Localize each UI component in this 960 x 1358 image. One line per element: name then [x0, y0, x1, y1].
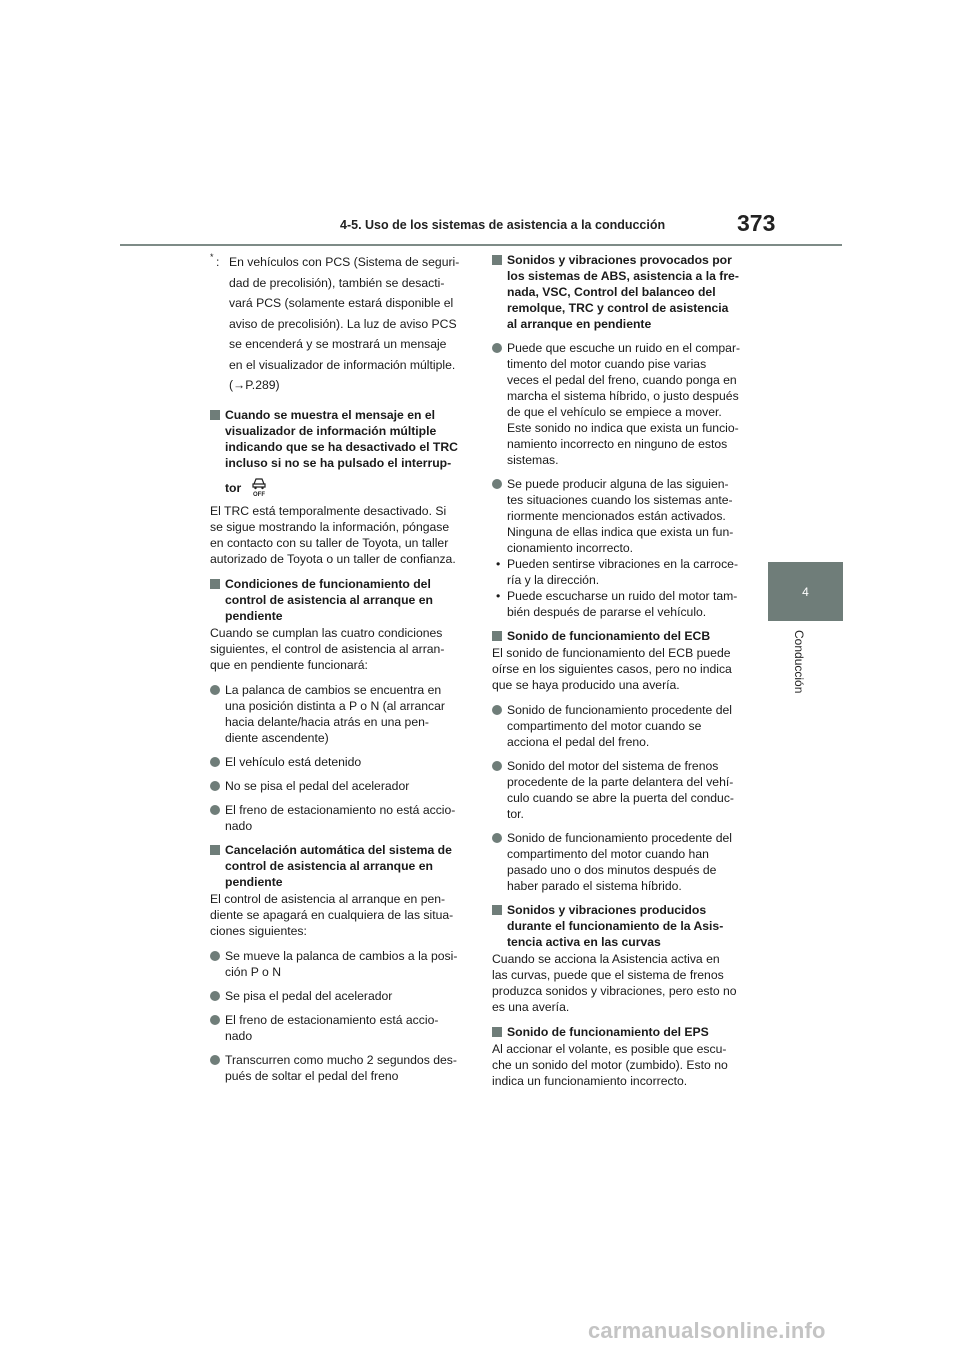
text-line: Condiciones de funcionamiento del: [225, 576, 431, 591]
text-line: autorizado de Toyota o un taller de confianza.: [210, 551, 456, 566]
text-line: Cuando se cumplan las cuatro condiciones: [210, 625, 443, 640]
text-line: Puede escucharse un ruido del motor tam-: [507, 589, 738, 603]
text-line: (→P.289): [229, 378, 280, 392]
list-item: [210, 778, 470, 794]
text-line: en contacto con su taller de Toyota, un taller: [210, 535, 449, 550]
round-bullet-icon: [210, 991, 220, 1001]
round-bullet-icon: [210, 781, 220, 791]
text-line: Cuando se acciona la Asistencia activa en: [492, 952, 720, 966]
paragraph: [492, 645, 752, 693]
text-line: compartimento del motor cuando han: [507, 847, 709, 861]
text-line: Ninguna de ellas indica que exista un fun-: [507, 525, 734, 539]
text-line: haber parado el sistema híbrido.: [507, 879, 682, 893]
square-bullet-icon: [492, 905, 502, 915]
text-line: de que el vehículo se empiece a mover.: [507, 405, 722, 419]
round-bullet-icon: [492, 479, 502, 489]
left-column: [210, 252, 470, 1092]
round-bullet-icon: [492, 761, 502, 771]
text-line: pasado uno o dos minutos después de: [507, 863, 717, 877]
text-line: namiento incorrecto en ninguno de estos: [507, 437, 728, 451]
section-heading: [210, 842, 470, 890]
footnote: [210, 252, 470, 396]
list-item: [210, 948, 470, 980]
heading-tail-text: tor: [225, 480, 242, 495]
text-line: Cuando se muestra el mensaje en el: [225, 407, 435, 422]
text-line: che un sonido del motor (zumbido). Esto no: [492, 1058, 728, 1072]
text-line: Sonido de funcionamiento procedente del: [507, 831, 732, 845]
spacer: [492, 620, 752, 628]
text-line: diente se apagará en cualquiera de las situa-: [210, 907, 454, 922]
right-column: [492, 252, 752, 1098]
text-line: indica un funcionamiento incorrecto.: [492, 1074, 688, 1088]
footnote-mark: *: [210, 252, 214, 262]
paragraph: [492, 951, 752, 1015]
text-line: compartimento del motor cuando se: [507, 719, 702, 733]
text-line: durante el funcionamiento de la Asis-: [507, 919, 724, 933]
text-line: El TRC está temporalmente desactivado. Si: [210, 503, 447, 518]
text-line: siguientes, el control de asistencia al arran-: [210, 641, 445, 656]
text-line: No se pisa el pedal del acelerador: [225, 778, 410, 793]
chapter-number: 4: [802, 584, 809, 599]
text-line: Pueden sentirse vibraciones en la carroce-: [507, 557, 739, 571]
text-line: timento del motor cuando pise varias: [507, 357, 707, 371]
footnote-text: [225, 252, 470, 396]
list-item: [492, 830, 752, 894]
square-bullet-icon: [210, 579, 220, 589]
chapter-tab[interactable]: [768, 562, 843, 621]
section-heading: [492, 628, 752, 644]
text-line: tencia activa en las curvas: [507, 935, 661, 949]
round-bullet-icon: [210, 805, 220, 815]
text-line: Puede que escuche un ruido en el compar-: [507, 341, 741, 355]
text-line: El control de asistencia al arranque en pen-: [210, 891, 446, 906]
text-line: se sigue mostrando la información, póngase: [210, 519, 450, 534]
text-line: que en pendiente funcionará:: [210, 657, 368, 672]
sub-list-item: [492, 588, 752, 620]
sub-list-item: [492, 556, 752, 588]
text-line: tor.: [507, 807, 524, 821]
text-line: ría y la dirección.: [507, 573, 600, 587]
text-line: oírse en los siguientes casos, pero no indica: [492, 662, 732, 676]
section-heading: [492, 902, 752, 950]
round-bullet-icon: [210, 1015, 220, 1025]
text-line: Sonido de funcionamiento procedente del: [507, 703, 732, 717]
text-line: Sonido de funcionamiento del EPS: [507, 1025, 709, 1039]
header-rule: [120, 244, 842, 246]
text-line: vará PCS (solamente estará disponible el: [229, 296, 454, 310]
text-line: Transcurren como mucho 2 segundos des-: [225, 1052, 457, 1067]
text-line: El freno de estacionamiento no está accio-: [225, 802, 456, 817]
round-bullet-icon: [492, 705, 502, 715]
text-line: es una avería.: [492, 1000, 570, 1014]
section-heading: [492, 252, 752, 332]
round-bullet-icon: [210, 951, 220, 961]
watermark: carmanualsonline.info: [588, 1318, 826, 1343]
text-line: control de asistencia al arranque en: [225, 858, 433, 873]
text-line: procedente de la parte delantera del vehí-: [507, 775, 734, 789]
text-line: los sistemas de ABS, asistencia a la fre-: [507, 269, 739, 283]
text-line: que se haya producido una avería.: [492, 678, 680, 692]
text-line: nado: [225, 1028, 253, 1043]
section-heading: [492, 1024, 752, 1040]
text-line: Se puede producir alguna de las siguien-: [507, 477, 729, 491]
list-item: [210, 802, 470, 834]
text-line: culo cuando se abre la puerta del conduc-: [507, 791, 734, 805]
footnote-colon: :: [216, 255, 220, 269]
list-item: [210, 988, 470, 1004]
text-line: ciones siguientes:: [210, 923, 307, 938]
text-line: visualizador de información múltiple: [225, 423, 437, 438]
text-line: Este sonido no indica que exista un funcio-: [507, 421, 739, 435]
text-line: nado: [225, 818, 253, 833]
text-line: al arranque en pendiente: [507, 317, 652, 331]
round-bullet-icon: [210, 1055, 220, 1065]
list-item: [492, 476, 752, 556]
list-item: [492, 702, 752, 750]
page-number: 373: [737, 210, 776, 236]
text-line: bién después de pararse el vehículo.: [507, 605, 707, 619]
square-bullet-icon: [492, 255, 502, 265]
text-line: Sonidos y vibraciones producidos: [507, 903, 707, 917]
text-line: pendiente: [225, 608, 283, 623]
section-heading: [210, 576, 470, 624]
text-line: El freno de estacionamiento está accio-: [225, 1012, 439, 1027]
round-bullet-icon: [210, 685, 220, 695]
text-line: las curvas, puede que el sistema de frenos: [492, 968, 724, 982]
text-line: veces el pedal del freno, cuando ponga en: [507, 373, 737, 387]
section-title: 4-5. Uso de los sistemas de asistencia a la conducción: [340, 218, 666, 232]
text-line: control de asistencia al arranque en: [225, 592, 433, 607]
text-line: En vehículos con PCS (Sistema de seguri-: [229, 255, 460, 269]
text-line: diente ascendente): [225, 730, 329, 745]
text-line: Cancelación automática del sistema de: [225, 842, 452, 857]
text-line: hacia delante/hacia atrás en una pen-: [225, 714, 429, 729]
text-line: sistemas.: [507, 453, 559, 467]
round-bullet-icon: [492, 833, 502, 843]
text-line: dad de precolisión), también se desacti-: [229, 275, 445, 290]
text-line: El vehículo está detenido: [225, 754, 362, 769]
dash-bullet: •: [496, 589, 501, 603]
text-line: indicando que se ha desactivado el TRC: [225, 439, 458, 454]
list-item: [492, 340, 752, 468]
text-line: Se pisa el pedal del acelerador: [225, 988, 393, 1003]
text-line: pués de soltar el pedal del freno: [225, 1068, 399, 1083]
text-line: Sonido de funcionamiento del ECB: [507, 629, 711, 643]
square-bullet-icon: [492, 631, 502, 641]
text-line: Sonidos y vibraciones provocados por: [507, 253, 732, 267]
round-bullet-icon: [210, 757, 220, 767]
text-line: Sonido del motor del sistema de frenos: [507, 759, 719, 773]
chapter-label: Conducción: [792, 630, 806, 694]
section-heading: [210, 407, 470, 471]
text-line: en el visualizador de información múltiple.: [229, 357, 456, 372]
text-line: riormente mencionados están activados.: [507, 509, 726, 523]
text-line: pendiente: [225, 874, 283, 889]
svg-text:OFF: OFF: [253, 491, 266, 497]
paragraph: [492, 1041, 752, 1089]
text-line: La palanca de cambios se encuentra en: [225, 682, 442, 697]
text-line: cionamiento incorrecto.: [507, 541, 633, 555]
text-line: marcha el sistema híbrido, o justo después: [507, 389, 739, 403]
text-line: El sonido de funcionamiento del ECB puede: [492, 646, 731, 660]
text-line: nada, VSC, Control del balanceo del: [507, 285, 716, 299]
text-line: aviso de precolisión). La luz de aviso PCS: [229, 316, 457, 331]
text-line: Se mueve la palanca de cambios a la posi-: [225, 948, 458, 963]
square-bullet-icon: [210, 845, 220, 855]
text-line: ción P o N: [225, 964, 282, 979]
square-bullet-icon: [492, 1027, 502, 1037]
text-line: se encenderá y se mostrará un mensaje: [229, 337, 447, 351]
text-line: remolque, TRC y control de asistencia: [507, 301, 729, 315]
list-item: [210, 754, 470, 770]
text-line: tes situaciones cuando los sistemas ante-: [507, 493, 733, 507]
trc-off-icon: [249, 475, 269, 501]
list-item: [210, 1012, 470, 1044]
text-line: una posición distinta a P o N (al arrancar: [225, 698, 445, 713]
heading-tail: [225, 475, 470, 501]
text-line: incluso si no se ha pulsado el interrup-: [225, 455, 452, 470]
paragraph: [210, 891, 470, 939]
dash-bullet: •: [496, 557, 501, 571]
text-line: acciona el pedal del freno.: [507, 735, 650, 749]
square-bullet-icon: [210, 410, 220, 420]
list-item: [210, 682, 470, 746]
text-line: Al accionar el volante, es posible que escu-: [492, 1042, 727, 1056]
list-item: [210, 1052, 470, 1084]
paragraph: [210, 625, 470, 673]
text-line: produzca sonidos y vibraciones, pero esto no: [492, 984, 737, 998]
paragraph: [210, 503, 470, 567]
round-bullet-icon: [492, 343, 502, 353]
list-item: [492, 758, 752, 822]
